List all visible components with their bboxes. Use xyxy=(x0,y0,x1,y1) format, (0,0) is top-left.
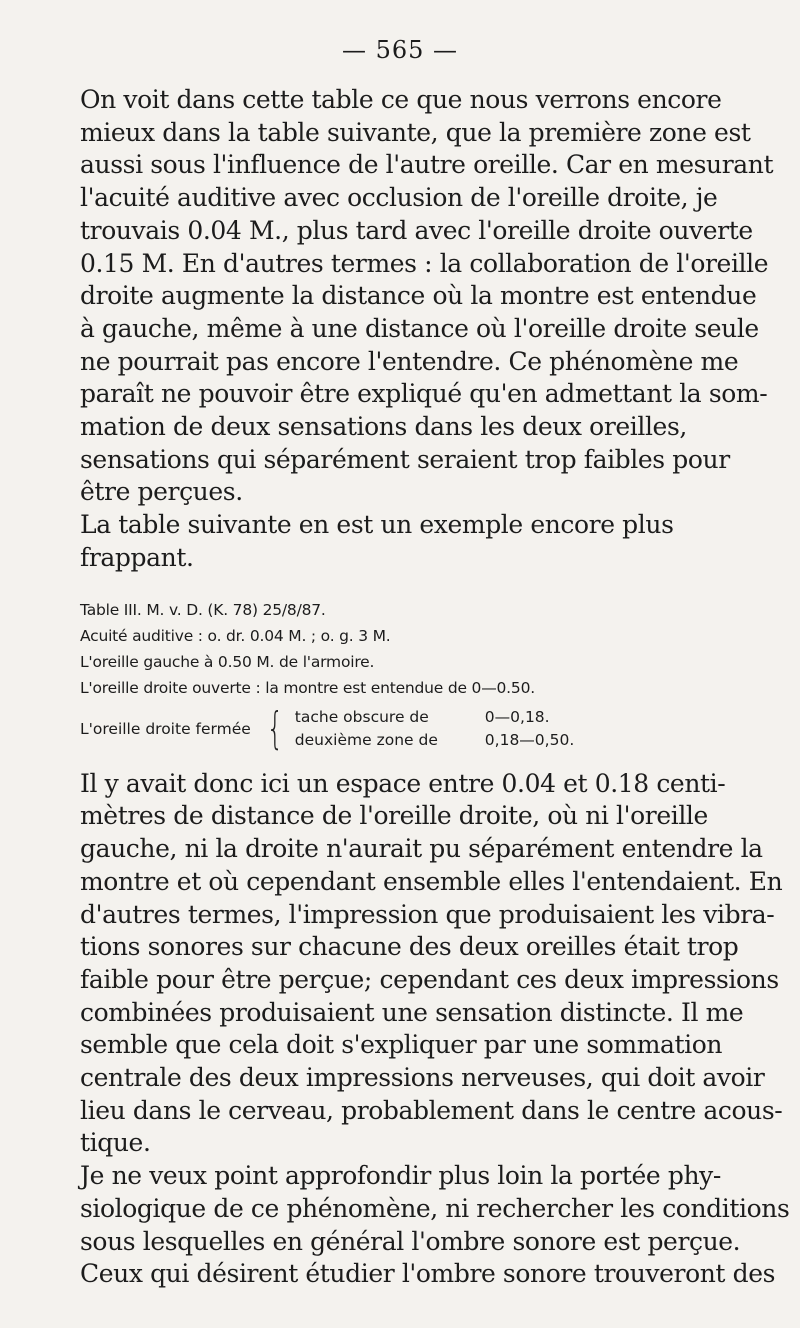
text-line: montre et où cependant ensemble elles l'entendaient. En xyxy=(80,866,783,896)
text-line: tions sonores sur chacune des deux oreilles était trop xyxy=(80,932,739,962)
text-line: combinées produisaient une sensation distincte. Il me xyxy=(80,997,744,1027)
text-line: trouvais 0.04 M., plus tard avec l'oreille droite ouverte xyxy=(80,215,753,245)
text-line: ne pourrait pas encore l'entendre. Ce phénomène me xyxy=(80,346,739,376)
brace-row-value: 0—0,18. xyxy=(484,707,550,726)
text-line: tique. xyxy=(80,1128,151,1158)
paragraph-1 xyxy=(80,84,774,509)
closed-label: L'oreille droite fermée xyxy=(80,719,251,738)
text-line: sensations qui séparément seraient trop faibles pour xyxy=(80,444,730,474)
page-body xyxy=(80,84,790,1291)
text-line: sous lesquelles en général l'ombre sonore est perçue. xyxy=(80,1226,741,1256)
paragraph-2 xyxy=(80,509,742,574)
brace-row xyxy=(295,706,574,729)
page-number: — 565 — xyxy=(341,36,459,64)
table-left-ear: L'oreille gauche à 0.50 M. de l'armoire. xyxy=(80,653,375,672)
text-line: l'acuité auditive avec occlusion de l'oreille droite, je xyxy=(80,183,718,213)
text-line: droite augmente la distance où la montre est entendue xyxy=(80,281,757,311)
text-line: gauche, ni la droite n'aurait pu séparément entendre la xyxy=(80,834,763,864)
text-line: centrale des deux impressions nerveuses, qui doit avoir xyxy=(80,1063,765,1093)
text-line: 0.15 M. En d'autres termes : la collaboration de l'oreille xyxy=(80,248,769,278)
table-iii xyxy=(80,597,742,702)
brace-icon: { xyxy=(266,702,284,754)
text-line: d'autres termes, l'impression que produisaient les vibra- xyxy=(80,899,775,929)
text-line: lieu dans le cerveau, probablement dans le centre acous- xyxy=(80,1095,783,1125)
text-line: Je ne veux point approfondir plus loin la portée phy- xyxy=(80,1161,721,1191)
text-line: siologique de ce phénomène, ni rechercher les conditions xyxy=(80,1193,790,1223)
text-line: paraît ne pouvoir être expliqué qu'en admettant la som- xyxy=(80,379,768,409)
table-acuity: Acuité auditive : o. dr. 0.04 M. ; o. g. 3 M. xyxy=(80,626,391,645)
table-title: Table III. M. v. D. (K. 78) 25/8/87. xyxy=(80,600,326,619)
text-line: mieux dans la table suivante, que la première zone est xyxy=(80,117,751,147)
brace-row-label: tache obscure de xyxy=(294,707,429,726)
brace-row-label: deuxième zone de xyxy=(294,730,438,749)
text-line: mètres de distance de l'oreille droite, où ni l'oreille xyxy=(80,801,708,831)
brace-row xyxy=(295,729,574,752)
text-line: La table suivante en est un exemple encore plus xyxy=(80,510,674,540)
paragraph-4 xyxy=(80,1160,790,1291)
text-line: semble que cela doit s'expliquer par une sommation xyxy=(80,1030,723,1060)
paragraph-3 xyxy=(80,768,783,1160)
text-line: frappant. xyxy=(80,542,194,572)
brace-values xyxy=(295,706,574,752)
table-right-open: L'oreille droite ouverte : la montre est entendue de 0—0.50. xyxy=(80,679,535,698)
text-line: faible pour être perçue; cependant ces deux impressions xyxy=(80,964,779,994)
text-line: aussi sous l'influence de l'autre oreille. Car en mesurant xyxy=(80,150,774,180)
text-line: à gauche, même à une distance où l'oreille droite seule xyxy=(80,313,759,343)
text-line: Ceux qui désirent étudier l'ombre sonore trouveront des xyxy=(80,1259,776,1289)
table-right-closed xyxy=(80,702,742,754)
text-line: être perçues. xyxy=(80,477,243,507)
text-line: mation de deux sensations dans les deux oreilles, xyxy=(80,412,687,442)
brace-row-value: 0,18—0,50. xyxy=(484,730,575,749)
text-line: On voit dans cette table ce que nous verrons encore xyxy=(80,85,722,114)
text-line: Il y avait donc ici un espace entre 0.04 et 0.18 centi- xyxy=(80,768,726,798)
